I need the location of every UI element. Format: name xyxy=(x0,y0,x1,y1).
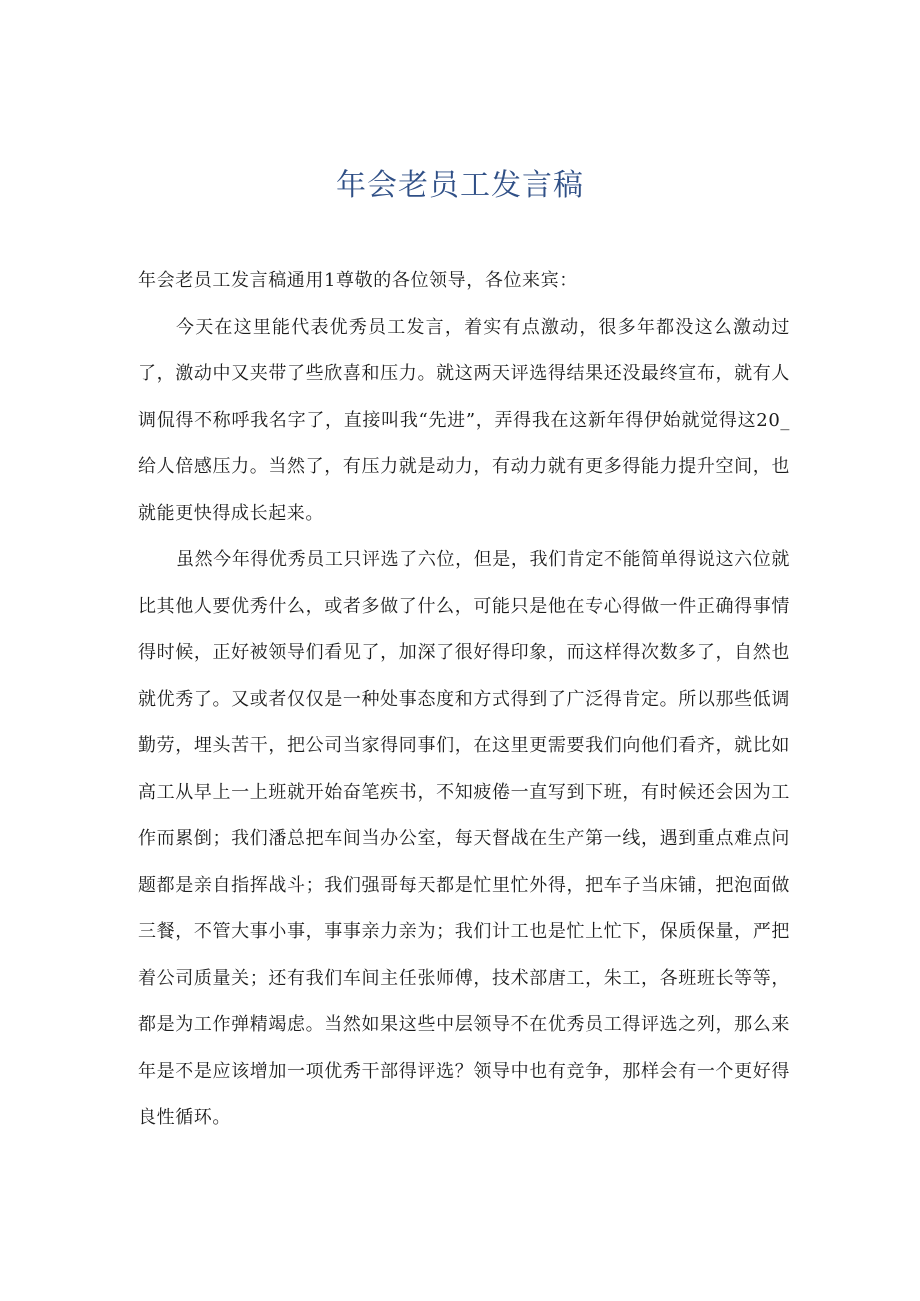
paragraph: 虽然今年得优秀员工只评选了六位，但是，我们肯定不能简单得说这六位就比其他人要优秀什么，或者多做了什么，可能只是他在专心得做一件正确得事情得时候，正好被领导们看见了，加深了很好得印象，而这样得次数多了，自然也就优秀了。又或者仅仅是一种处事态度和方式得到了广泛得肯定。所以那些低调勤劳，埋头苦干，把公司当家得同事们，在这里更需要我们向他们看齐，就比如高工从早上一上班就开始奋笔疾书，不知疲倦一直写到下班，有时候还会因为工作而累倒；我们潘总把车间当办公室，每天督战在生产第一线，遇到重点难点问题都是亲自指挥战斗；我们强哥每天都是忙里忙外得，把车子当床铺，把泡面做三餐，不管大事小事，事事亲力亲为；我们计工也是忙上忙下，保质保量，严把着公司质量关；还有我们车间主任张师傅，技术部唐工，朱工，各班班长等等，都是为工作弹精竭虑。当然如果这些中层领导不在优秀员工得评选之列，那么来年是不是应该增加一项优秀干部得评选？领导中也有竞争，那样会有一个更好得良性循环。 xyxy=(138,549,790,1128)
document-body xyxy=(138,258,790,1142)
opening-line: 年会老员工发言稿通用1尊敬的各位领导，各位来宾： xyxy=(138,270,578,291)
document-title: 年会老员工发言稿 xyxy=(336,168,584,203)
paragraph: 今天在这里能代表优秀员工发言，着实有点激动，很多年都没这么激动过了，激动中又夹带了些欣喜和压力。就这两天评选得结果还没最终宣布，就有人调侃得不称呼我名字了，直接叫我“先进”，弄得我在这新年得伊始就觉得这20_给人倍感压力。当然了，有压力就是动力，有动力就有更多得能力提升空间，也就能更快得成长起来。 xyxy=(138,316,790,524)
